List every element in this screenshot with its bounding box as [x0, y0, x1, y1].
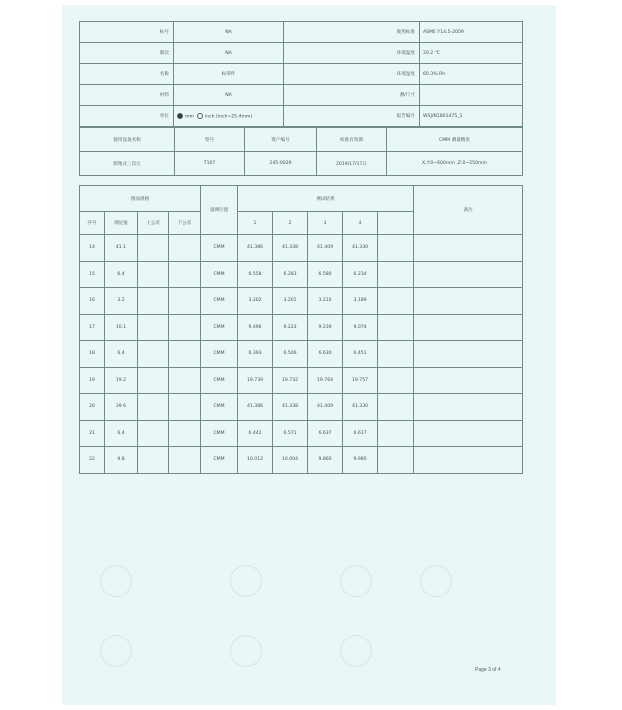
remarks-cell [414, 394, 523, 421]
result-3: 6.630 [308, 341, 343, 368]
empty-cell [378, 394, 414, 421]
part-no-label: 标号 [80, 22, 174, 43]
report-no-label: 报告编号 [284, 106, 420, 127]
result-2: 41.338 [273, 394, 308, 421]
upper-tolerance [138, 341, 169, 368]
result-4: 19.757 [343, 367, 378, 394]
table-row [80, 447, 523, 474]
unit-options [174, 106, 284, 127]
upper-tolerance [138, 235, 169, 262]
nominal-value: 41.1 [105, 235, 138, 262]
row-number: 22 [80, 447, 105, 474]
result-3: 3.210 [308, 288, 343, 315]
table-row [80, 128, 523, 152]
unit-mm-label: mm [185, 114, 194, 120]
result-4: 9.074 [343, 314, 378, 341]
temperature-label: 环境温度 [284, 43, 420, 64]
row-number: 19 [80, 367, 105, 394]
equipment-header: CMM 测量精度 [387, 128, 523, 152]
table-row [80, 235, 523, 262]
result-2: 9.223 [273, 314, 308, 341]
column-header: 上公差 [138, 212, 169, 235]
watermark-mark [340, 635, 372, 667]
remarks-cell [414, 447, 523, 474]
empty-cell [378, 341, 414, 368]
measure-position: CMM [201, 341, 238, 368]
row-number: 16 [80, 288, 105, 315]
measure-position: CMM [201, 420, 238, 447]
empty-cell [378, 367, 414, 394]
result-3: 41.409 [308, 235, 343, 262]
table-row [80, 341, 523, 368]
page-number: Page 3 of 4 [475, 667, 501, 673]
nominal-value: 9.8 [105, 447, 138, 474]
column-header: 3 [308, 212, 343, 235]
measure-position: CMM [201, 261, 238, 288]
result-2: 6.283 [273, 261, 308, 288]
result-3: 6.637 [308, 420, 343, 447]
remarks-cell [414, 314, 523, 341]
table-row [80, 314, 523, 341]
equipment-value: 7107 [175, 152, 245, 176]
unit-label: 单位 [80, 106, 174, 127]
table-row [80, 420, 523, 447]
upper-tolerance [138, 314, 169, 341]
table-row [80, 106, 523, 127]
unit-inch-label: inch (inch=25.4mm) [204, 114, 253, 120]
watermark-mark [100, 565, 132, 597]
result-1: 6.393 [238, 341, 273, 368]
nominal-value: 10.1 [105, 314, 138, 341]
table-row [80, 394, 523, 421]
temperature-value: 20.2 ℃ [420, 43, 523, 64]
size-value [420, 85, 523, 106]
result-2: 19.732 [273, 367, 308, 394]
result-3: 9.239 [308, 314, 343, 341]
result-2: 10.004 [273, 447, 308, 474]
material-value: NA [174, 85, 284, 106]
equipment-value: 2019/17/17日 [317, 152, 387, 176]
measure-position: CMM [201, 447, 238, 474]
equipment-value: 影像式三次元 [80, 152, 175, 176]
remarks-header: 备注 [414, 186, 523, 235]
result-3: 41.409 [308, 394, 343, 421]
measure-position: CMM [201, 367, 238, 394]
equipment-table [79, 127, 523, 176]
report-no-value: WSJ/N1801475_1 [420, 106, 523, 127]
table-row [80, 367, 523, 394]
upper-tolerance [138, 447, 169, 474]
table-row [80, 85, 523, 106]
row-number: 14 [80, 235, 105, 262]
remarks-cell [414, 288, 523, 315]
watermark-mark [340, 565, 372, 597]
lower-tolerance [169, 447, 201, 474]
row-number: 18 [80, 341, 105, 368]
result-4: 9.980 [343, 447, 378, 474]
table-row [80, 22, 523, 43]
result-1: 9.496 [238, 314, 273, 341]
result-4: 41.330 [343, 394, 378, 421]
remarks-cell [414, 261, 523, 288]
measure-position: CMM [201, 288, 238, 315]
nominal-value: 6.4 [105, 261, 138, 288]
spec-group-header: 图面规格 [80, 186, 201, 212]
nominal-value: 3.2 [105, 288, 138, 315]
result-4: 6.451 [343, 341, 378, 368]
nominal-value: 6.4 [105, 420, 138, 447]
column-header: 序号 [80, 212, 105, 235]
result-4: 6.234 [343, 261, 378, 288]
result-2: 6.506 [273, 341, 308, 368]
result-1: 6.442 [238, 420, 273, 447]
row-number: 17 [80, 314, 105, 341]
lower-tolerance [169, 394, 201, 421]
watermark-mark [100, 635, 132, 667]
upper-tolerance [138, 288, 169, 315]
humidity-value: 60.3% Rh [420, 64, 523, 85]
result-2: 41.338 [273, 235, 308, 262]
row-number: 15 [80, 261, 105, 288]
result-2: 3.201 [273, 288, 308, 315]
column-header: 4 [343, 212, 378, 235]
upper-tolerance [138, 367, 169, 394]
column-header: 理论值 [105, 212, 138, 235]
row-number: 20 [80, 394, 105, 421]
watermark-mark [420, 565, 452, 597]
equipment-header: 校准有效期 [317, 128, 387, 152]
result-1: 41.386 [238, 235, 273, 262]
table-row [80, 288, 523, 315]
table-row [80, 43, 523, 64]
remarks-cell [414, 420, 523, 447]
unit-inch-radio[interactable] [197, 113, 203, 119]
result-4: 3.189 [343, 288, 378, 315]
column-header: 2 [273, 212, 308, 235]
watermark-mark [230, 565, 262, 597]
lower-tolerance [169, 341, 201, 368]
result-2: 6.571 [273, 420, 308, 447]
equipment-value: 245-0029 [245, 152, 317, 176]
upper-tolerance [138, 394, 169, 421]
result-1: 6.558 [238, 261, 273, 288]
standard-value: ASME Y14.5-2009 [420, 22, 523, 43]
humidity-label: 环境湿度 [284, 64, 420, 85]
result-3: 9.860 [308, 447, 343, 474]
column-header: 1 [238, 212, 273, 235]
result-3: 6.580 [308, 261, 343, 288]
remarks-cell [414, 235, 523, 262]
measurement-table [79, 185, 523, 474]
table-row [80, 64, 523, 85]
column-header: 下公差 [169, 212, 201, 235]
empty-cell [378, 288, 414, 315]
nominal-value: 19.2 [105, 367, 138, 394]
result-4: 41.330 [343, 235, 378, 262]
watermark-mark [230, 635, 262, 667]
material-label: 材料 [80, 85, 174, 106]
empty-cell [378, 420, 414, 447]
table-row [80, 186, 523, 212]
lower-tolerance [169, 261, 201, 288]
result-4: 6.617 [343, 420, 378, 447]
equipment-header: 型号 [175, 128, 245, 152]
result-1: 41.386 [238, 394, 273, 421]
equipment-value: X,Y:0~600mm ,Z:0~250mm [387, 152, 523, 176]
result-3: 19.764 [308, 367, 343, 394]
lower-tolerance [169, 314, 201, 341]
result-1: 19.739 [238, 367, 273, 394]
measure-position: CMM [201, 314, 238, 341]
measure-position: CMM [201, 235, 238, 262]
unit-mm-radio[interactable] [177, 113, 183, 119]
revision-label: 版次 [80, 43, 174, 64]
lower-tolerance [169, 288, 201, 315]
size-label: 测/尺寸 [284, 85, 420, 106]
remarks-cell [414, 367, 523, 394]
lower-tolerance [169, 367, 201, 394]
nominal-value: 39.6 [105, 394, 138, 421]
equipment-header: 使用设备名称 [80, 128, 175, 152]
result-1: 10.012 [238, 447, 273, 474]
nominal-value: 6.4 [105, 341, 138, 368]
measurement-rows [80, 235, 523, 474]
upper-tolerance [138, 420, 169, 447]
part-no-value: NA [174, 22, 284, 43]
results-header: 测试结果 [238, 186, 414, 212]
result-1: 3.202 [238, 288, 273, 315]
remarks-cell [414, 341, 523, 368]
empty-cell [378, 212, 414, 235]
name-label: 名称 [80, 64, 174, 85]
empty-cell [378, 235, 414, 262]
table-row [80, 261, 523, 288]
lower-tolerance [169, 420, 201, 447]
part-info-table [79, 21, 523, 127]
upper-tolerance [138, 261, 169, 288]
table-row [80, 152, 523, 176]
empty-cell [378, 314, 414, 341]
measure-position: CMM [201, 394, 238, 421]
lower-tolerance [169, 235, 201, 262]
revision-value: NA [174, 43, 284, 64]
row-number: 21 [80, 420, 105, 447]
empty-cell [378, 447, 414, 474]
position-header: 量测位置 [201, 186, 238, 235]
name-value: 标零件 [174, 64, 284, 85]
standard-label: 使用标准 [284, 22, 420, 43]
equipment-header: 资产编号 [245, 128, 317, 152]
empty-cell [378, 261, 414, 288]
